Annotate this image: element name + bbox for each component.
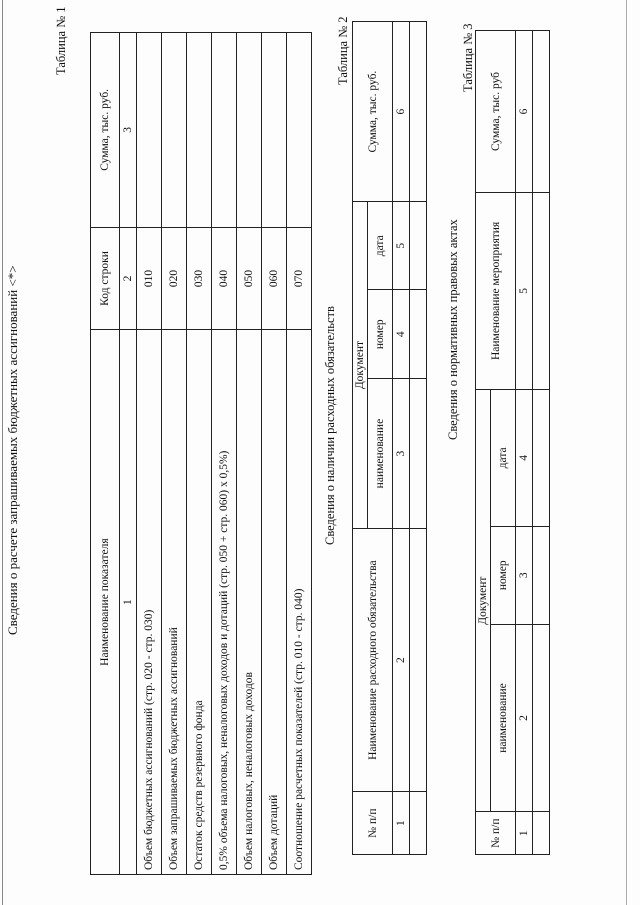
table3-header-doc-date: дата (491, 389, 516, 526)
table3-header-document: Документ (476, 389, 491, 811)
row-code: 050 (237, 227, 262, 329)
table2-col-number: 3 (393, 379, 410, 529)
table2-header-doc-date: дата (368, 202, 393, 290)
table1-header-row (91, 33, 120, 875)
table3-col-number: 1 (516, 812, 533, 855)
table2-header-doc-number: номер (368, 290, 393, 379)
table3-header-sum: Сумма, тыс. руб (476, 31, 516, 193)
table-row (287, 33, 312, 875)
row-name: Объем налоговых, неналоговых доходов (237, 330, 262, 875)
table2-header-document: Документ (353, 202, 368, 529)
table2-header-doc-name: наименование (368, 379, 393, 529)
table3-col-number: 4 (516, 389, 533, 526)
table3-col-number: 2 (516, 624, 533, 812)
table1-header-code: Код строки (91, 227, 120, 329)
table-row (533, 31, 550, 855)
table2-col-number: 4 (393, 290, 410, 379)
row-code: 030 (187, 227, 212, 329)
row-sum (162, 33, 187, 228)
table2-col-number: 2 (393, 528, 410, 791)
table-row (237, 33, 262, 875)
row-code: 040 (212, 227, 237, 329)
row-name: 0,5% объема налоговых, неналоговых доходов и дотаций (стр. 050 + стр. 060) x 0,5%) (212, 330, 237, 875)
table1-col-number: 2 (120, 227, 137, 329)
row-sum (237, 33, 262, 228)
row-sum (287, 33, 312, 228)
row-sum (137, 33, 162, 228)
scan-edge-line (626, 0, 627, 905)
row-sum (262, 33, 287, 228)
table2-label: Таблица № 2 (336, 16, 350, 85)
table2-header-sum: Сумма, тыс. руб. (353, 22, 393, 202)
table2-header-num: № п/п (353, 792, 393, 855)
page-title: Сведения о расчете запрашиваемых бюджетных ассигнований <*> (5, 265, 20, 635)
table2 (352, 21, 427, 855)
table3-header-doc-number: номер (491, 526, 516, 624)
row-code: 020 (162, 227, 187, 329)
table-row (410, 22, 427, 855)
row-name: Объем дотаций (262, 330, 287, 875)
table2-number-row (393, 22, 410, 855)
table2-col-number: 6 (393, 22, 410, 202)
table1-header-sum: Сумма, тыс. руб. (91, 33, 120, 228)
table3-col-number: 3 (516, 526, 533, 624)
table-row (162, 33, 187, 875)
table1 (90, 32, 312, 875)
row-code: 070 (287, 227, 312, 329)
row-name: Соотношение расчетных показателей (стр. 010 - стр. 040) (287, 330, 312, 875)
row-sum (187, 33, 212, 228)
table3-number-row (516, 31, 533, 855)
table3 (475, 30, 550, 855)
table-row (212, 33, 237, 875)
table-row (187, 33, 212, 875)
table3-header-num: № п/п (476, 812, 516, 855)
table3-header-doc-name: наименование (491, 624, 516, 812)
table-row (137, 33, 162, 875)
row-name: Объем запрашиваемых бюджетных ассигнований (162, 330, 187, 875)
table3-col-number: 6 (516, 31, 533, 193)
table2-title: Сведения о наличии расходных обязательств (323, 306, 337, 545)
row-name: Остаток средств резервного фонда (187, 330, 212, 875)
table2-col-number: 1 (393, 792, 410, 855)
row-name: Объем бюджетных ассигнований (стр. 020 - стр. 030) (137, 330, 162, 875)
table3-label: Таблица № 3 (461, 23, 475, 92)
row-sum (212, 33, 237, 228)
scan-edge-line (2, 0, 3, 905)
table3-header-event: Наименование мероприятия (476, 192, 516, 389)
row-code: 060 (262, 227, 287, 329)
table1-number-row (120, 33, 137, 875)
row-code: 010 (137, 227, 162, 329)
table1-label: Таблица № 1 (54, 6, 68, 75)
table1-col-number: 1 (120, 330, 137, 875)
table2-header-obligation: Наименование расходного обязательства (353, 528, 393, 791)
table2-col-number: 5 (393, 202, 410, 290)
table-row (262, 33, 287, 875)
table1-col-number: 3 (120, 33, 137, 228)
table1-header-name: Наименование показателя (91, 330, 120, 875)
table3-col-number: 5 (516, 192, 533, 389)
table3-title: Сведения о нормативных правовых актах (446, 219, 460, 440)
